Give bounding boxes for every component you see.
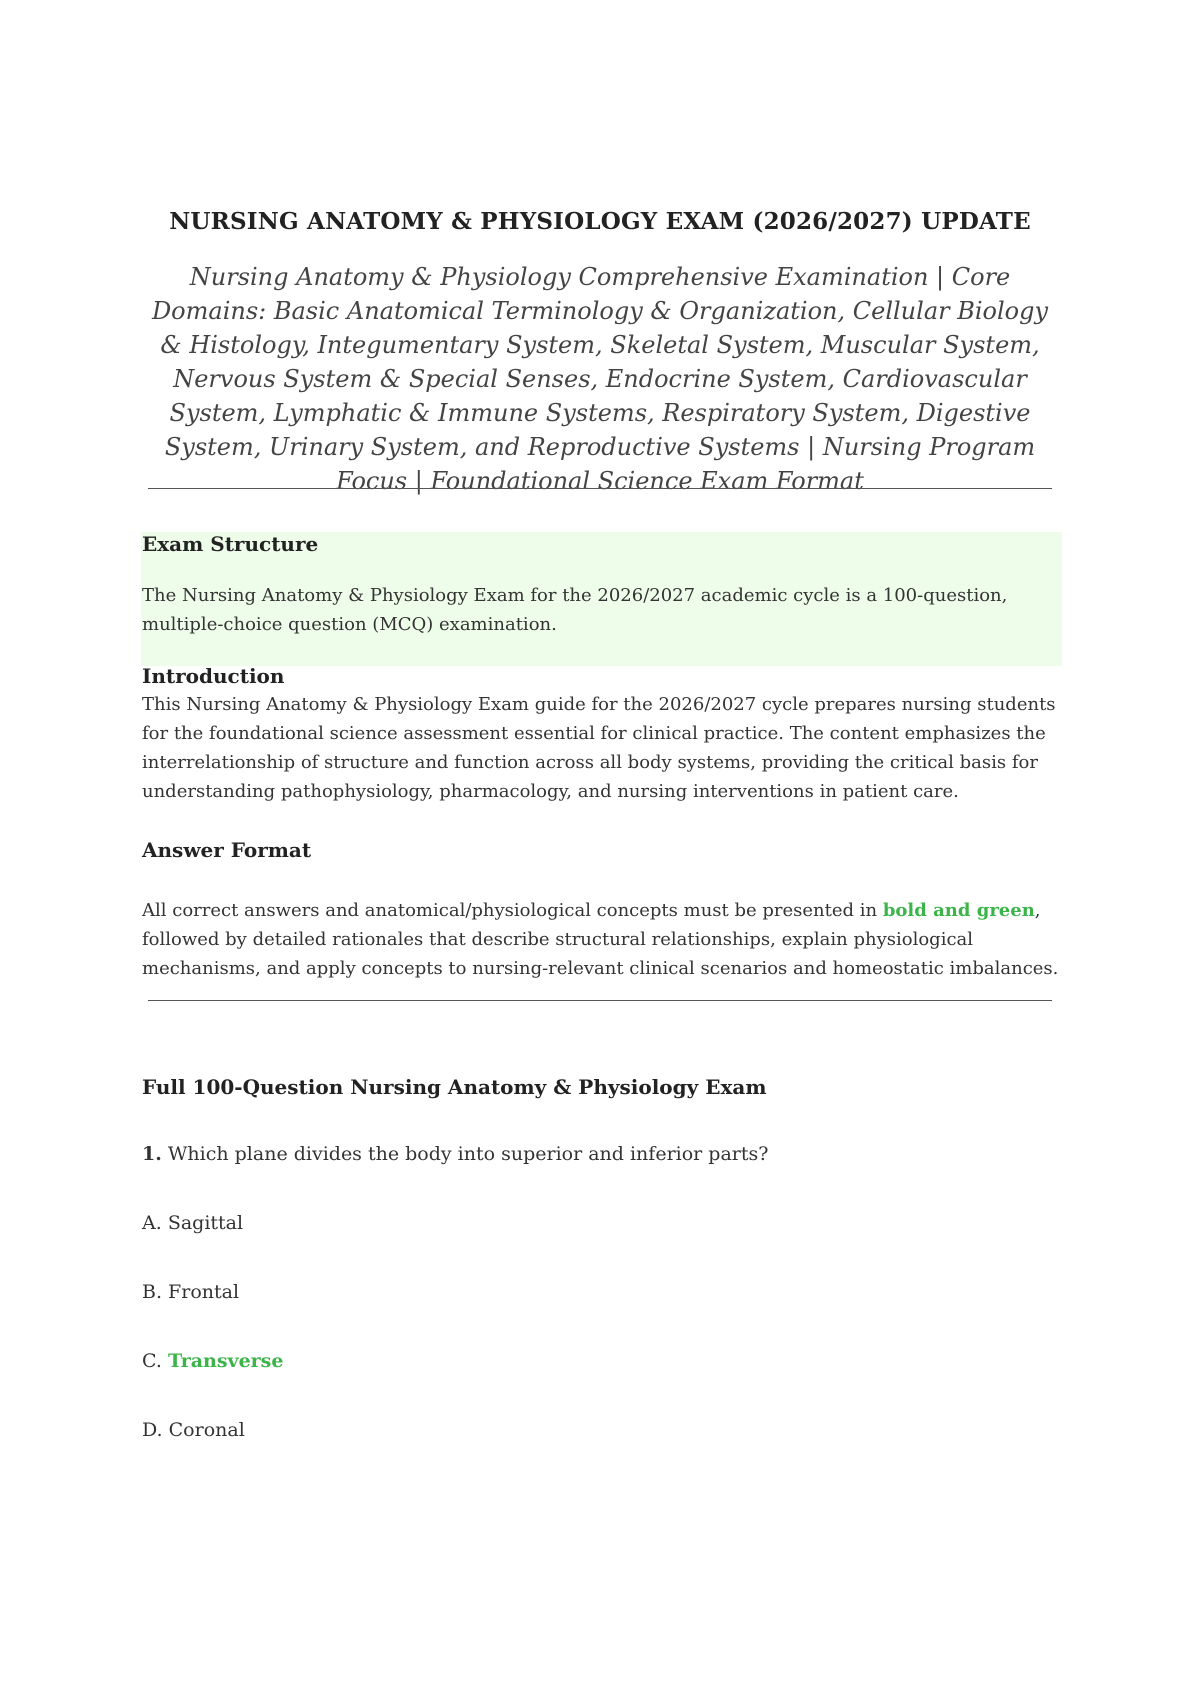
answer-format-text (142, 896, 1062, 983)
exam-structure-text: The Nursing Anatomy & Physiology Exam for the 2026/2027 academic cycle is a 100-question, multiple-choice question (MCQ) examination. (142, 585, 1008, 635)
introduction-text: This Nursing Anatomy & Physiology Exam guide for the 2026/2027 cycle prepares nursing students for the foundational science assessment essential for clinical practice. The content emphasizes the interrelationship of structure and function across all body systems, providing the critical basis for understanding pathophysiology, pharmacology, and nursing interventions in patient care. (142, 694, 1056, 802)
option-a (142, 1212, 243, 1234)
option-b (142, 1281, 239, 1303)
option-c-correct (142, 1350, 283, 1372)
option-d (142, 1419, 245, 1441)
divider (148, 1000, 1052, 1001)
document-subtitle: Nursing Anatomy & Physiology Comprehensive Examination | Core Domains: Basic Anatomical Terminology & Organization, Cellular Biology & Histology, Integumentary System, Skeletal System, Muscular System, Nervous System & Special Senses, Endocrine System, Cardiovascular System, Lymphatic & Immune Systems, Respiratory System, Digestive System, Urinary System, and Reproductive Systems | Nursing Program Focus | Foundational Science Exam Format (151, 263, 1049, 495)
option-text: Coronal (168, 1419, 245, 1441)
option-letter: A. (142, 1212, 168, 1234)
answer-format-text-after: , followed by detailed rationales that describe structural relationships, explain physiological mechanisms, and apply concepts to nursing-relevant clinical scenarios and homeostatic imbalances. (142, 900, 1059, 979)
introduction-heading: Introduction (142, 664, 285, 688)
answer-format-highlight: bold and green (882, 900, 1035, 921)
document-title: NURSING ANATOMY & PHYSIOLOGY EXAM (2026/2027) UPDATE (169, 208, 1031, 235)
option-text: Frontal (168, 1281, 240, 1303)
exam-heading: Full 100-Question Nursing Anatomy & Physiology Exam (142, 1075, 767, 1099)
option-letter: C. (142, 1350, 168, 1372)
answer-format-heading: Answer Format (142, 838, 312, 862)
divider (148, 488, 1052, 489)
option-text: Sagittal (167, 1212, 244, 1234)
option-letter: D. (142, 1419, 169, 1441)
correct-answer-text: Transverse (167, 1350, 284, 1372)
option-letter: B. (142, 1281, 169, 1303)
question-1 (142, 1143, 768, 1165)
answer-format-text-before: All correct answers and anatomical/physiological concepts must be presented in (142, 900, 883, 921)
exam-structure-heading: Exam Structure (142, 532, 319, 556)
question-number: 1. (142, 1143, 162, 1165)
question-text: Which plane divides the body into superior and inferior parts? (161, 1143, 769, 1165)
